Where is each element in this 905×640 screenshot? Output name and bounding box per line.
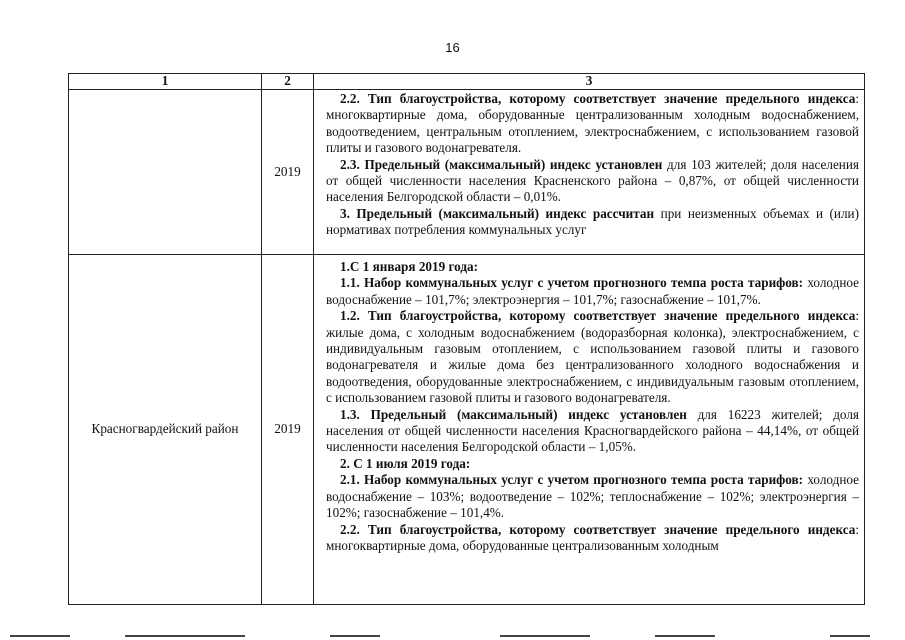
paragraph bbox=[326, 275, 859, 308]
text-run: холодное водоснабжение – 103%; водоотведение – 102%; теплоснабжение – 102%; электроэнергия – 102%; газоснабжение – 101,4%. bbox=[326, 472, 859, 521]
bold-run: 1.2. Тип благоустройства, которому соответствует значение предельного индекса bbox=[340, 308, 856, 324]
text-run: для 16223 жителей; доля населения от общей численности населения Красногвардейского района – 44,14%, от общей численности населения Белгородской области – 1,05%. bbox=[326, 406, 859, 455]
text-run: : многоквартирные дома, оборудованные централизованным холодным водоснабжением, водоотведением, центральным отоплением, электроснабжением, с использованием газовой плиты и газового водонагревателя. bbox=[326, 91, 859, 156]
paragraph bbox=[326, 522, 859, 555]
paragraph bbox=[326, 308, 859, 406]
text-run: холодное водоснабжение – 101,7%; электроэнергия – 101,7%; газоснабжение – 101,7%. bbox=[326, 275, 859, 307]
description-text bbox=[314, 90, 864, 239]
text-run: при неизменных объемах и (или) нормативах потребления коммунальных услуг bbox=[326, 205, 860, 238]
paragraph bbox=[326, 206, 859, 239]
paragraph bbox=[326, 456, 859, 472]
paragraph bbox=[326, 259, 859, 275]
table-header-row bbox=[69, 74, 865, 90]
text-run: для 103 жителей; доля населения от общей численности населения Красненского района – 0,87%, от общей численности населения Белгородской области – 0,01%. bbox=[326, 156, 859, 205]
bold-run: 2.1. Набор коммунальных услуг с учетом прогнозного темпа роста тарифов: bbox=[340, 472, 804, 488]
bold-run: 2.2. Тип благоустройства, которому соответствует значение предельного индекса bbox=[340, 521, 856, 537]
table-row bbox=[69, 90, 865, 255]
bold-run: 2. С 1 июля 2019 года: bbox=[340, 455, 471, 471]
description-cell bbox=[314, 90, 865, 255]
paragraph bbox=[326, 407, 859, 456]
text-run: : жилые дома, с холодным водоснабжением (водоразборная колонка), электроснабжением, с индивидуальным газовым отоплением, с использованием газовой плиты и газового водонагревателя и жилые дома без централизованного холодного водоснабжения и водоотведения, оборудованные электроснабжением, с индивидуальным газовым отоплением, с использованием газовой плиты и газового водонагревателя. bbox=[326, 308, 859, 406]
description-cell bbox=[314, 255, 865, 605]
tariff-index-table bbox=[68, 73, 865, 605]
column-header-2: 2 bbox=[262, 74, 314, 90]
text-run: : многоквартирные дома, оборудованные централизованным холодным bbox=[326, 521, 859, 553]
column-header-1: 1 bbox=[69, 74, 262, 90]
page-number: 16 bbox=[445, 40, 460, 55]
paragraph bbox=[326, 157, 859, 206]
bold-run: 1.1. Набор коммунальных услуг с учетом прогнозного темпа роста тарифов: bbox=[340, 275, 804, 291]
bold-run: 3. Предельный (максимальный) индекс рассчитан bbox=[340, 205, 655, 221]
bold-run: 1.С 1 января 2019 года: bbox=[340, 259, 479, 274]
region-cell bbox=[69, 90, 262, 255]
column-header-3: 3 bbox=[314, 74, 865, 90]
region-cell: Красногвардейский район bbox=[69, 255, 262, 605]
scan-edge-marks bbox=[0, 626, 905, 640]
bold-run: 2.3. Предельный (максимальный) индекс установлен bbox=[340, 156, 663, 172]
bold-run: 1.3. Предельный (максимальный) индекс установлен bbox=[340, 406, 687, 422]
description-text bbox=[314, 255, 864, 554]
paragraph bbox=[326, 472, 859, 521]
year-cell: 2019 bbox=[262, 255, 314, 605]
paragraph bbox=[326, 91, 859, 157]
bold-run: 2.2. Тип благоустройства, которому соответствует значение предельного индекса bbox=[340, 91, 856, 106]
table-row bbox=[69, 255, 865, 605]
year-cell: 2019 bbox=[262, 90, 314, 255]
